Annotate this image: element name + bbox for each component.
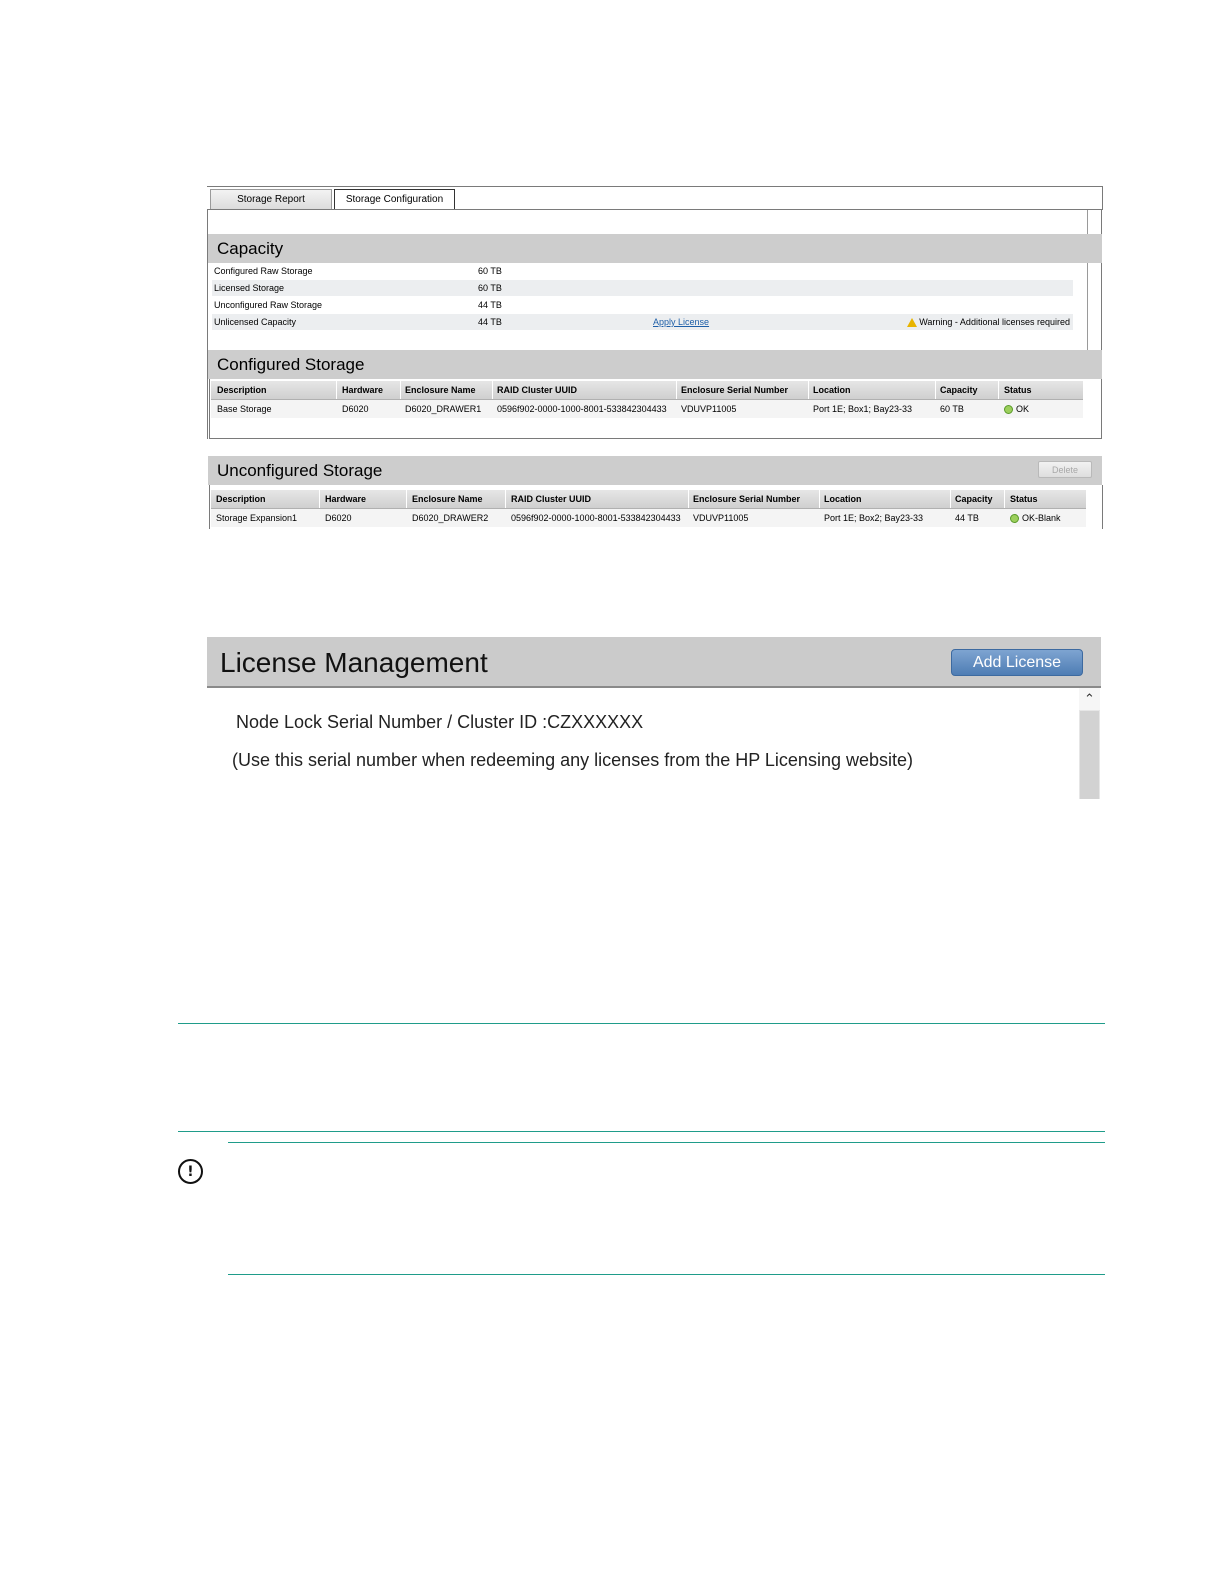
col-status[interactable]: Status	[1010, 494, 1038, 504]
apply-license-link[interactable]: Apply License	[653, 317, 710, 327]
scrollbar-thumb[interactable]	[1080, 711, 1099, 799]
capacity-row-label: Licensed Storage	[214, 283, 285, 293]
unconfigured-panel-border	[209, 485, 210, 529]
cell-hardware: D6020	[325, 513, 352, 523]
serial-usage-note: (Use this serial number when redeeming any licenses from the HP Licensing website)	[232, 750, 913, 770]
storage-configuration-screenshot	[207, 186, 1103, 529]
cell-raid-cluster-uuid: 0596f902-0000-1000-8001-533842304433	[511, 513, 681, 523]
col-enclosure-serial[interactable]: Enclosure Serial Number	[693, 494, 801, 504]
panel-inner-border	[1087, 210, 1088, 350]
license-management-screenshot	[207, 637, 1101, 799]
cell-enclosure-name: D6020_DRAWER2	[412, 513, 489, 523]
capacity-row-value: 60 TB	[478, 266, 502, 276]
cell-enclosure-serial: VDUVP11005	[681, 404, 737, 414]
cell-enclosure-serial: VDUVP11005	[693, 513, 749, 523]
tab-storage-report[interactable]: Storage Report	[210, 189, 332, 209]
ok-status-icon	[1004, 405, 1013, 414]
configured-panel-bottom	[209, 438, 1102, 439]
cell-status	[1010, 513, 1061, 523]
col-status[interactable]: Status	[1004, 385, 1032, 395]
col-description[interactable]: Description	[217, 385, 267, 395]
col-raid-cluster-uuid[interactable]: RAID Cluster UUID	[497, 385, 578, 395]
frame-top-border	[207, 186, 1103, 187]
unconfigured-storage-table	[211, 490, 1086, 527]
chevron-up-icon[interactable]: ⌃	[1079, 688, 1100, 710]
col-capacity[interactable]: Capacity	[955, 494, 993, 504]
cell-location: Port 1E; Box1; Bay23-33	[813, 404, 913, 414]
cell-location: Port 1E; Box2; Bay23-33	[824, 513, 924, 523]
col-hardware[interactable]: Hardware	[325, 494, 367, 504]
table-header-row	[211, 490, 1086, 509]
capacity-row-value: 60 TB	[478, 283, 502, 293]
col-enclosure-name[interactable]: Enclosure Name	[405, 385, 476, 395]
tab-bar-baseline	[207, 209, 1103, 210]
license-warning	[907, 317, 1070, 327]
col-capacity[interactable]: Capacity	[940, 385, 978, 395]
configured-storage-table	[211, 381, 1083, 418]
capacity-row-value: 44 TB	[478, 300, 502, 310]
col-hardware[interactable]: Hardware	[342, 385, 384, 395]
unconfigured-storage-header	[208, 456, 1102, 485]
col-description[interactable]: Description	[216, 494, 266, 504]
cell-capacity: 60 TB	[940, 404, 964, 414]
configured-panel-border	[209, 379, 210, 438]
capacity-row-label: Unlicensed Capacity	[214, 317, 297, 327]
cell-hardware: D6020	[342, 404, 369, 414]
license-management-title: License Management	[220, 647, 488, 678]
capacity-row	[212, 280, 1073, 296]
tab-storage-configuration[interactable]: Storage Configuration	[334, 189, 455, 209]
important-icon: !	[178, 1159, 203, 1184]
capacity-row	[212, 263, 1073, 279]
capacity-header	[208, 234, 1102, 263]
important-rule-bottom	[228, 1274, 1105, 1275]
status-text: OK-Blank	[1022, 512, 1061, 523]
table-header-row	[211, 381, 1083, 400]
section-rule	[178, 1023, 1105, 1024]
table-row[interactable]	[211, 509, 1086, 527]
cell-enclosure-name: D6020_DRAWER1	[405, 404, 482, 414]
col-enclosure-serial[interactable]: Enclosure Serial Number	[681, 385, 789, 395]
capacity-row-label: Configured Raw Storage	[214, 266, 313, 276]
capacity-row	[212, 314, 1073, 330]
capacity-row-label: Unconfigured Raw Storage	[214, 300, 323, 310]
col-raid-cluster-uuid[interactable]: RAID Cluster UUID	[511, 494, 592, 504]
ok-status-icon	[1010, 514, 1019, 523]
col-location[interactable]: Location	[813, 385, 851, 395]
delete-button[interactable]: Delete	[1038, 461, 1092, 478]
node-lock-serial: Node Lock Serial Number / Cluster ID :CZXXXXXX	[236, 712, 644, 732]
capacity-row	[212, 297, 1073, 313]
unconfigured-storage-title: Unconfigured Storage	[217, 460, 383, 480]
col-location[interactable]: Location	[824, 494, 862, 504]
configured-storage-header	[208, 350, 1102, 379]
table-row[interactable]	[211, 400, 1083, 418]
warning-icon	[907, 318, 917, 327]
section-rule	[178, 1131, 1105, 1132]
warning-text: Warning - Additional licenses required	[919, 317, 1070, 327]
cell-capacity: 44 TB	[955, 513, 979, 523]
cell-status	[1004, 404, 1029, 414]
capacity-row-value: 44 TB	[478, 317, 502, 327]
cell-description: Base Storage	[217, 404, 272, 414]
capacity-title: Capacity	[217, 238, 284, 258]
frame-right-border	[1102, 186, 1103, 210]
status-text: OK	[1016, 403, 1030, 414]
configured-storage-title: Configured Storage	[217, 354, 365, 374]
important-rule-top	[228, 1142, 1105, 1143]
col-enclosure-name[interactable]: Enclosure Name	[412, 494, 483, 504]
cell-raid-cluster-uuid: 0596f902-0000-1000-8001-533842304433	[497, 404, 667, 414]
unconfigured-panel-border	[1102, 485, 1103, 529]
add-license-button[interactable]: Add License	[951, 649, 1083, 676]
cell-description: Storage Expansion1	[216, 513, 298, 523]
